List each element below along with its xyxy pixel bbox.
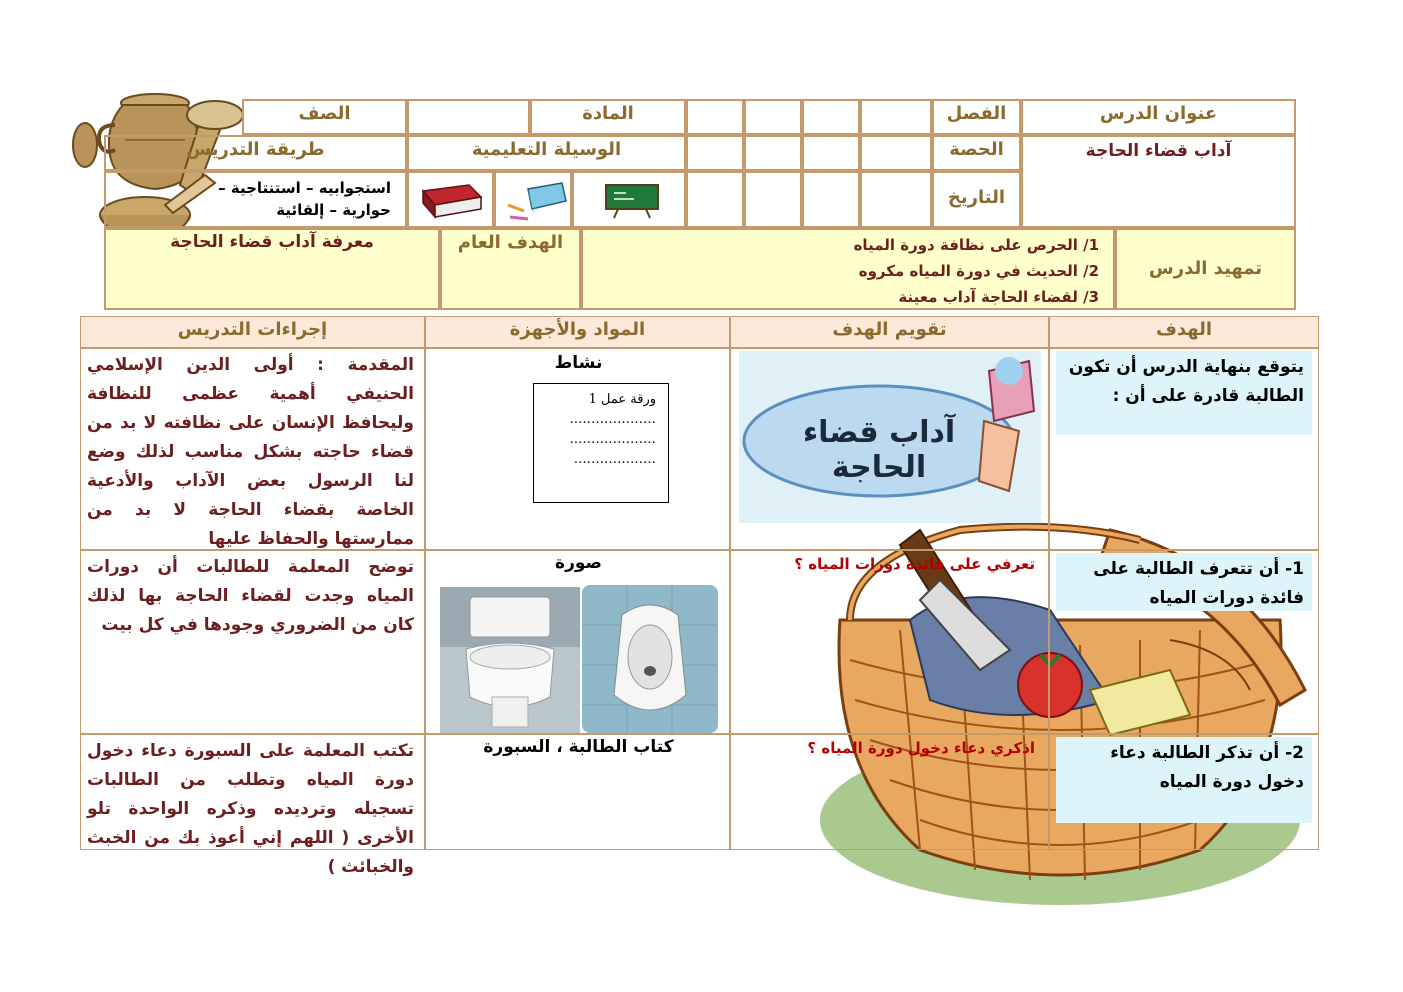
semester-cell (744, 99, 802, 135)
row2-goal: 1- أن تتعرف الطالبة على فائدة دورات المياه (1056, 553, 1312, 611)
date-label: التاريخ (932, 171, 1021, 228)
intro-item: 3/ لقضاء الحاجة آداب معينة (898, 288, 1099, 306)
worksheet-line: ………………. (573, 452, 656, 467)
header-materials: المواد والأجهزة (425, 316, 730, 348)
period-cell (744, 135, 802, 171)
row1-materials-label: نشاط (554, 353, 603, 373)
header-goal: الهدف (1049, 316, 1319, 348)
row3-materials-cell (425, 734, 730, 850)
teaching-method: استجوابيه – استنتاجية – حوارية – إلقائية (104, 171, 407, 228)
lesson-title-label: عنوان الدرس (1021, 99, 1296, 135)
row3-evaluation-cell (730, 734, 1049, 850)
period-label: الحصة (932, 135, 1021, 171)
banner-title: آداب قضاء الحاجة (802, 415, 956, 485)
semester-cell (802, 99, 860, 135)
date-cell (744, 171, 802, 228)
header-evaluation: تقويم الهدف (730, 316, 1049, 348)
row3-goal: 2- أن تذكر الطالبة دعاء دخول دورة المياه (1056, 737, 1312, 823)
row3-goal-cell (1049, 734, 1319, 850)
lesson-banner (739, 351, 1041, 523)
row1-procedure: المقدمة : أولى الدين الإسلامي الحنيفي أهمية عظمى للنظافة وليحافظ الإنسان على نظافته لا بد من قضاء حاجته بشكل مناسب لذلك وضع لنا الرسول بعض الآداب والأدعية الخاصة بقضاء الحاجة لا بد من ممارستها والحفاظ عليها (80, 348, 425, 550)
intro-item: 2/ الحديث في دورة المياه مكروه (858, 262, 1099, 280)
class-label: الصف (242, 99, 407, 135)
period-cell (802, 135, 860, 171)
aid-cell-eraser (494, 171, 572, 228)
intro-items (581, 228, 1115, 310)
western-toilet-photo (440, 587, 580, 733)
row3-procedure: تكتب المعلمة على السبورة دعاء دخول دورة المياه وتطلب من الطالبات تسجيله وترديده وذكره الواحدة تلو الأخرى ( اللهم إني أعوذ بك من الخبث والخبائث ) (80, 734, 425, 850)
semester-cell (686, 99, 744, 135)
semester-cell (860, 99, 932, 135)
row3-materials-label: كتاب الطالبة ، السبورة (483, 737, 674, 757)
teaching-method-label: طريقة التدريس (104, 135, 407, 171)
row1-goal-cell (1049, 348, 1319, 550)
date-cell (802, 171, 860, 228)
row2-materials-label: صورة (555, 553, 602, 573)
subject-value (407, 99, 530, 135)
row1-evaluation-cell (730, 348, 1049, 550)
date-cell (686, 171, 744, 228)
chalkboard-icon (604, 183, 660, 219)
worksheet-line: ……………….. (569, 412, 656, 427)
lesson-title: آداب قضاء الحاجة (1021, 135, 1296, 228)
book-icon (419, 183, 485, 221)
row2-goal-cell (1049, 550, 1319, 734)
aid-cell-book (407, 171, 494, 228)
general-goal: معرفة آداب قضاء الحاجة (104, 228, 440, 310)
date-cell (860, 171, 932, 228)
period-cell (860, 135, 932, 171)
row2-procedure: توضح المعلمة للطالبات أن دورات المياه وجدت لقضاء الحاجة بها لذلك كان من الضروري وجودها في كل بيت (80, 550, 425, 734)
teaching-aid-label: الوسيلة التعليمية (407, 135, 686, 171)
header-procedures: إجراءات التدريس (80, 316, 425, 348)
row3-evaluation: اذكري دعاء دخول دورة المياه ؟ (807, 739, 1035, 757)
row1-goal: يتوقع بنهاية الدرس أن تكون الطالبة قادرة على أن : (1056, 351, 1312, 435)
general-goal-label: الهدف العام (440, 228, 581, 310)
row2-evaluation-cell (730, 550, 1049, 734)
row2-evaluation: تعرفي على فائدة دورات المياه ؟ (794, 555, 1035, 573)
worksheet-line: ……………….. (569, 432, 656, 447)
period-cell (686, 135, 744, 171)
aid-cell-board (572, 171, 686, 228)
worksheet-box (533, 383, 669, 503)
semester-label: الفصل (932, 99, 1021, 135)
worksheet-title: ورقة عمل 1 (588, 392, 656, 407)
intro-label: تمهيد الدرس (1115, 228, 1296, 310)
subject-label: المادة (530, 99, 686, 135)
row1-materials-cell (425, 348, 730, 550)
intro-item: 1/ الحرص على نظافة دورة المياه (853, 236, 1099, 254)
squat-toilet-photo (582, 585, 718, 733)
eraser-chalk-icon (504, 181, 568, 223)
row2-materials-cell (425, 550, 730, 734)
